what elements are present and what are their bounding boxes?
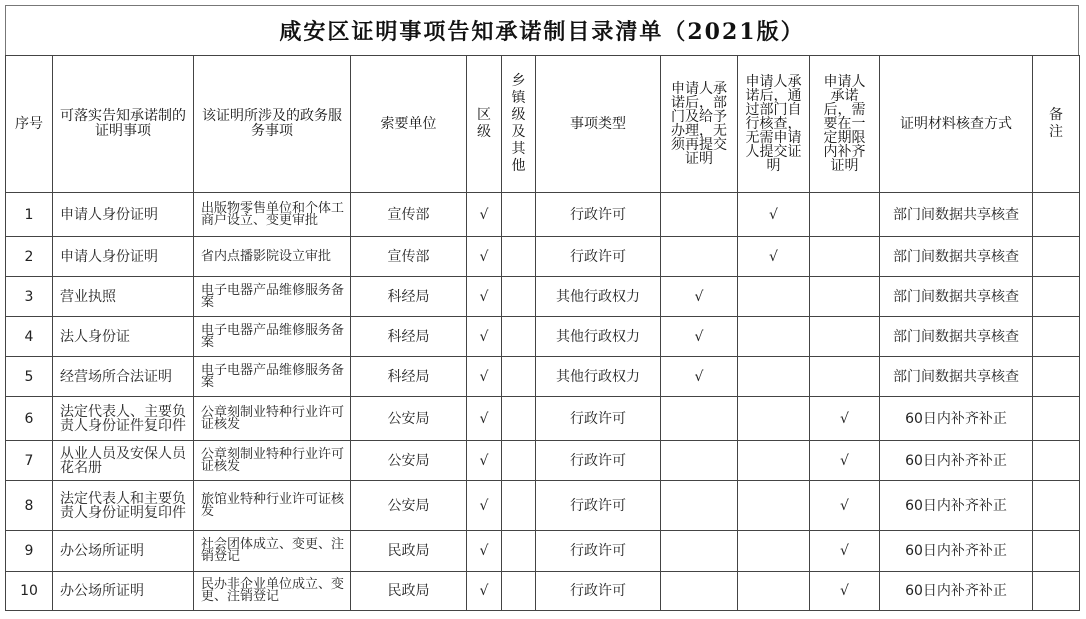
cell-item: 法定代表人和主要负责人身份证明复印件	[53, 481, 194, 531]
cell-option-later-supply: √	[810, 397, 880, 441]
cell-township	[502, 531, 536, 572]
cell-township	[502, 441, 536, 481]
cell-unit: 公安局	[351, 441, 467, 481]
cell-option-no-proof: √	[661, 357, 738, 397]
cell-township	[502, 237, 536, 277]
cell-unit: 公安局	[351, 481, 467, 531]
cell-seq: 5	[6, 357, 53, 397]
cell-type: 行政许可	[536, 397, 661, 441]
header-option-self-verify	[738, 56, 810, 193]
cell-service: 公章刻制业特种行业许可证核发	[194, 397, 351, 441]
cell-option-no-proof	[661, 397, 738, 441]
header-seq: 序号	[6, 56, 53, 193]
header-note-label: 备注	[1049, 107, 1063, 140]
cell-township	[502, 481, 536, 531]
cell-note	[1033, 441, 1080, 481]
cell-item: 法人身份证	[53, 317, 194, 357]
cell-seq: 2	[6, 237, 53, 277]
cell-option-self-verify: √	[738, 237, 810, 277]
cell-note	[1033, 531, 1080, 572]
table-row	[6, 277, 1080, 317]
cell-service: 电子电器产品维修服务备案	[194, 317, 351, 357]
page-title: 咸安区证明事项告知承诺制目录清单（2021版）	[5, 5, 1079, 55]
cell-option-later-supply	[810, 317, 880, 357]
header-unit: 索要单位	[351, 56, 467, 193]
cell-option-self-verify	[738, 397, 810, 441]
cell-option-no-proof	[661, 193, 738, 237]
cell-type: 其他行政权力	[536, 277, 661, 317]
cell-seq: 1	[6, 193, 53, 237]
header-service: 该证明所涉及的政务服务事项	[194, 56, 351, 193]
header-option-later-supply-label: 申请人承诺后，需要在一定期限内补齐证明	[823, 73, 866, 174]
header-option-self-verify-label: 申请人承诺后，通过部门自行核查，无需申请人提交证明	[745, 73, 802, 174]
cell-note	[1033, 357, 1080, 397]
cell-item: 办公场所证明	[53, 531, 194, 572]
header-verify: 证明材料核查方式	[880, 56, 1033, 193]
cell-verify: 60日内补齐补正	[880, 397, 1033, 441]
table-row	[6, 572, 1080, 611]
cell-option-later-supply	[810, 277, 880, 317]
cell-district: √	[467, 357, 502, 397]
cell-item: 营业执照	[53, 277, 194, 317]
cell-seq: 4	[6, 317, 53, 357]
cell-option-later-supply	[810, 193, 880, 237]
cell-district: √	[467, 572, 502, 611]
cell-type: 行政许可	[536, 441, 661, 481]
cell-district: √	[467, 237, 502, 277]
header-item: 可落实告知承诺制的证明事项	[53, 56, 194, 193]
header-note	[1033, 56, 1080, 193]
cell-township	[502, 193, 536, 237]
cell-type: 行政许可	[536, 531, 661, 572]
cell-unit: 宣传部	[351, 237, 467, 277]
table-row	[6, 441, 1080, 481]
cell-item: 申请人身份证明	[53, 237, 194, 277]
cell-seq: 9	[6, 531, 53, 572]
cell-item: 申请人身份证明	[53, 193, 194, 237]
cell-note	[1033, 481, 1080, 531]
cell-service: 省内点播影院设立审批	[194, 237, 351, 277]
cell-item: 法定代表人、主要负责人身份证件复印件	[53, 397, 194, 441]
cell-verify: 部门间数据共享核查	[880, 317, 1033, 357]
cell-option-no-proof	[661, 531, 738, 572]
cell-note	[1033, 317, 1080, 357]
cell-item: 从业人员及安保人员花名册	[53, 441, 194, 481]
cell-township	[502, 572, 536, 611]
table-row	[6, 481, 1080, 531]
cell-option-no-proof: √	[661, 277, 738, 317]
header-row	[6, 56, 1080, 193]
table-row	[6, 193, 1080, 237]
cell-note	[1033, 277, 1080, 317]
cell-verify: 部门间数据共享核查	[880, 237, 1033, 277]
cell-option-self-verify	[738, 441, 810, 481]
cell-unit: 民政局	[351, 531, 467, 572]
cell-unit: 民政局	[351, 572, 467, 611]
header-option-no-proof-label: 申请人承诺后，部门及给予办理，无须再提交证明	[671, 80, 727, 167]
table-body	[6, 193, 1080, 611]
cell-verify: 60日内补齐补正	[880, 481, 1033, 531]
header-option-no-proof	[661, 56, 738, 193]
cell-note	[1033, 397, 1080, 441]
cell-type: 其他行政权力	[536, 317, 661, 357]
cell-seq: 7	[6, 441, 53, 481]
cell-option-self-verify	[738, 531, 810, 572]
cell-unit: 科经局	[351, 357, 467, 397]
cell-seq: 8	[6, 481, 53, 531]
cell-district: √	[467, 317, 502, 357]
cell-option-self-verify	[738, 317, 810, 357]
document-sheet	[5, 5, 1079, 616]
cell-service: 公章刻制业特种行业许可证核发	[194, 441, 351, 481]
cell-note	[1033, 193, 1080, 237]
cell-option-no-proof	[661, 237, 738, 277]
cell-type: 行政许可	[536, 572, 661, 611]
cell-option-later-supply	[810, 357, 880, 397]
cell-unit: 科经局	[351, 277, 467, 317]
cell-verify: 部门间数据共享核查	[880, 277, 1033, 317]
cell-district: √	[467, 441, 502, 481]
cell-verify: 60日内补齐补正	[880, 441, 1033, 481]
cell-service: 社会团体成立、变更、注销登记	[194, 531, 351, 572]
cell-district: √	[467, 193, 502, 237]
cell-note	[1033, 572, 1080, 611]
header-township	[502, 56, 536, 193]
cell-verify: 部门间数据共享核查	[880, 193, 1033, 237]
cell-seq: 10	[6, 572, 53, 611]
table-row	[6, 317, 1080, 357]
header-district	[467, 56, 502, 193]
cell-option-later-supply	[810, 237, 880, 277]
table-row	[6, 357, 1080, 397]
cell-option-no-proof	[661, 441, 738, 481]
cell-option-no-proof	[661, 481, 738, 531]
cell-option-later-supply: √	[810, 531, 880, 572]
cell-unit: 宣传部	[351, 193, 467, 237]
cell-service: 电子电器产品维修服务备案	[194, 277, 351, 317]
header-option-later-supply	[810, 56, 880, 193]
cell-type: 行政许可	[536, 237, 661, 277]
cell-option-later-supply: √	[810, 572, 880, 611]
header-township-label: 乡镇级及其他	[511, 73, 526, 174]
cell-option-no-proof	[661, 572, 738, 611]
cell-verify: 60日内补齐补正	[880, 531, 1033, 572]
cell-option-self-verify	[738, 277, 810, 317]
cell-district: √	[467, 397, 502, 441]
cell-option-later-supply: √	[810, 481, 880, 531]
cell-seq: 6	[6, 397, 53, 441]
cell-option-self-verify	[738, 481, 810, 531]
cell-township	[502, 357, 536, 397]
cell-option-self-verify	[738, 572, 810, 611]
header-type: 事项类型	[536, 56, 661, 193]
cell-township	[502, 277, 536, 317]
cell-option-self-verify: √	[738, 193, 810, 237]
cell-verify: 60日内补齐补正	[880, 572, 1033, 611]
cell-type: 其他行政权力	[536, 357, 661, 397]
table-row	[6, 397, 1080, 441]
cell-township	[502, 397, 536, 441]
cell-option-no-proof: √	[661, 317, 738, 357]
cell-note	[1033, 237, 1080, 277]
cell-seq: 3	[6, 277, 53, 317]
cell-item: 办公场所证明	[53, 572, 194, 611]
cell-district: √	[467, 277, 502, 317]
cell-district: √	[467, 481, 502, 531]
cell-township	[502, 317, 536, 357]
cell-service: 旅馆业特种行业许可证核发	[194, 481, 351, 531]
cell-option-self-verify	[738, 357, 810, 397]
cell-service: 出版物零售单位和个体工商户设立、变更审批	[194, 193, 351, 237]
cell-item: 经营场所合法证明	[53, 357, 194, 397]
cell-option-later-supply: √	[810, 441, 880, 481]
cell-type: 行政许可	[536, 193, 661, 237]
cell-verify: 部门间数据共享核查	[880, 357, 1033, 397]
header-district-label: 区级	[477, 107, 491, 140]
cell-type: 行政许可	[536, 481, 661, 531]
cell-service: 电子电器产品维修服务备案	[194, 357, 351, 397]
cell-district: √	[467, 531, 502, 572]
table-row	[6, 237, 1080, 277]
table-row	[6, 531, 1080, 572]
catalog-table	[5, 55, 1080, 611]
cell-unit: 公安局	[351, 397, 467, 441]
cell-unit: 科经局	[351, 317, 467, 357]
cell-service: 民办非企业单位成立、变更、注销登记	[194, 572, 351, 611]
